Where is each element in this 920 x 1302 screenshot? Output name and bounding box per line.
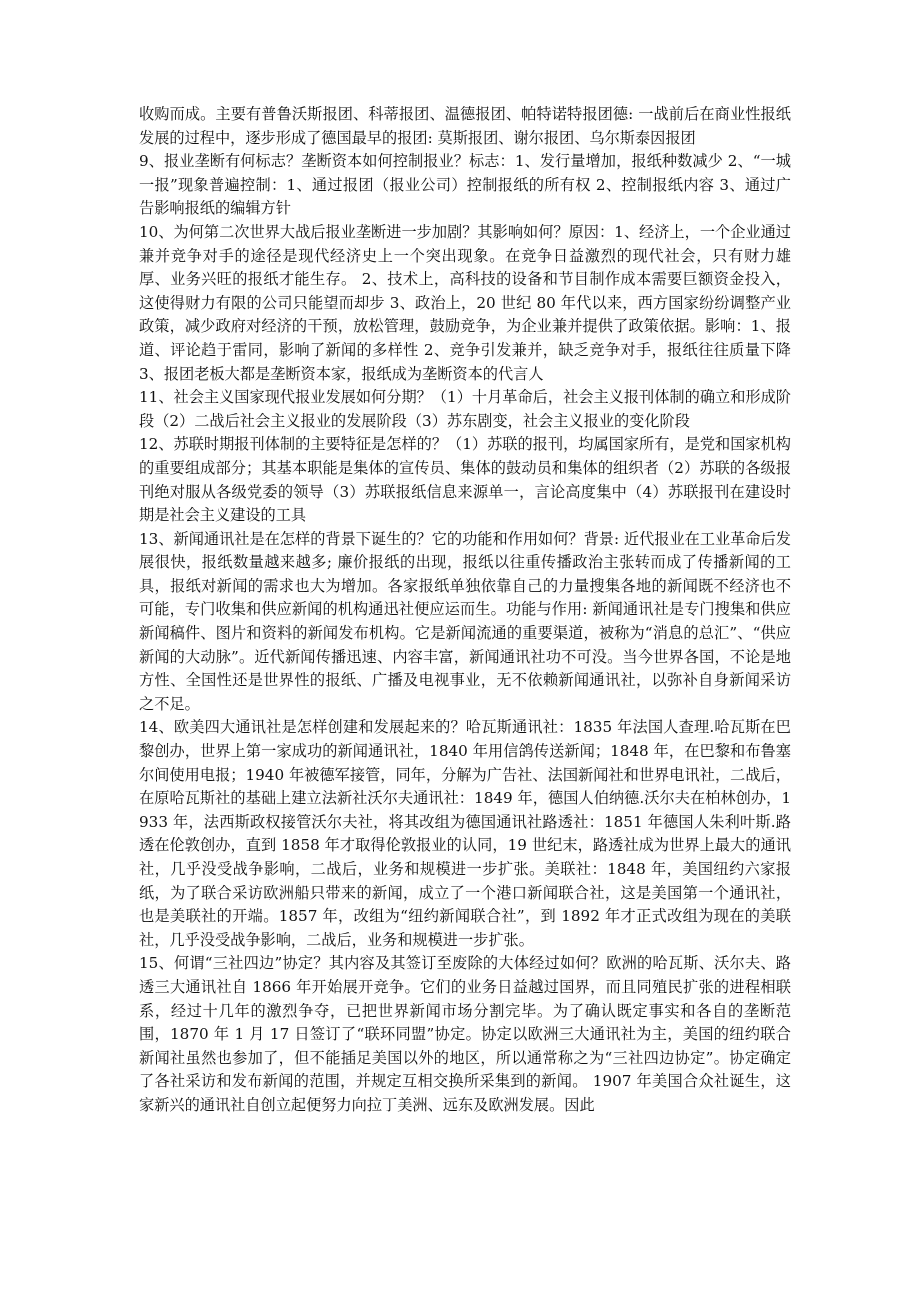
paragraph-q11: 11、社会主义国家现代报业发展如何分期？（1）十月革命后，社会主义报刊体制的确立和形成阶段（2）二战后社会主义报业的发展阶段（3）苏东剧变，社会主义报业的变化阶段 — [139, 388, 791, 430]
paragraph-q13: 13、新闻通讯社是在怎样的背景下诞生的？它的功能和作用如何？背景: 近代报业在工业革命后发展很快，报纸数量越来越多; 廉价报纸的出现，报纸以往重传播政治主张转而成了传播新闻的工具，报纸对新闻的需求也大为增加。各家报纸单独依靠自己的力量搜集各地的新闻既不经济也不可能，专门收集和供应新闻的机构通迅社便应运而生。功能与作用: 新闻通讯社是专门搜集和供应新闻稿件、图片和资料的新闻发布机构。它是新闻流通的重要渠道，被称为“消息的总汇”、“供应新闻的大动脉”。近代新闻传播迅速、内容丰富，新闻通讯社功不可没。当今世界各国，不论是地方性、全国性还是世界性的报纸、广播及电视事业，无不依赖新闻通讯社，以弥补自身新闻采访之不足。 — [139, 529, 791, 713]
paragraph-q14: 14、欧美四大通讯社是怎样创建和发展起来的？哈瓦斯通讯社：1835 年法国人查理.哈瓦斯在巴黎创办，世界上第一家成功的新闻通讯社，1840 年用信鸽传送新闻；1848 年，在巴黎和布鲁塞尔间使用电报；1940 年被德军接管，同年，分解为广告社、法国新闻社和世界电讯社，二战后，在原哈瓦斯社的基础上建立法新社沃尔夫通讯社：1849 年，德国人伯纳德.沃尔夫在柏林创办，1933 年，法西斯政权接管沃尔夫社，将其改组为德国通讯社路透社：1851 年德国人朱利叶斯.路透在伦敦创办，直到 1858 年才取得伦敦报业的认同，19 世纪末，路透社成为世界上最大的通讯社，几乎没受战争影响，二战后，业务和规模进一步扩张。美联社：1848 年，美国纽约六家报纸，为了联合采访欧洲船只带来的新闻，成立了一个港口新闻联合社，这是美国第一个通讯社，也是美联社的开端。1857 年，改组为“纽约新闻联合社”，到 1892 年才正式改组为现在的美联社，几乎没受战争影响，二战后，业务和规模进一步扩张。 — [139, 718, 791, 949]
paragraph-q10: 10、为何第二次世界大战后报业垄断进一步加剧？其影响如何？原因：1、经济上，一个企业通过兼并竞争对手的途径是现代经济史上一个突出现象。在竞争日益激烈的现代社会，只有财力雄厚、业务兴旺的报纸才能生存。 2、技术上，高科技的设备和节目制作成本需要巨额资金投入，这使得财力有限的公司只能望而却步 3、政治上，20 世纪 80 年代以来，西方国家纷纷调整产业政策，减少政府对经济的干预，放松管理，鼓励竞争，为企业兼并提供了政策依据。影响：1、报道、评论趋于雷同，影响了新闻的多样性 2、竞争引发兼并，缺乏竞争对手，报纸往往质量下降 3、报团老板大都是垄断资本家，报纸成为垄断资本的代言人 — [139, 222, 791, 383]
paragraph-q12: 12、苏联时期报刊体制的主要特征是怎样的？（1）苏联的报刊，均属国家所有，是党和国家机构的重要组成部分；其基本职能是集体的宣传员、集体的鼓动员和集体的组织者（2）苏联的各级报刊绝对服从各级党委的领导（3）苏联报纸信息来源单一，言论高度集中（4）苏联报刊在建设时期是社会主义建设的工具 — [139, 435, 791, 525]
paragraph-q15: 15、何谓“三社四边”协定？其内容及其签订至废除的大体经过如何？欧洲的哈瓦斯、沃尔夫、路透三大通讯社自 1866 年开始展开竞争。它们的业务日益越过国界，而且同殖民扩张的进程相联系，经过十几年的激烈争夺，已把世界新闻市场分割完毕。为了确认既定事实和各自的垄断范围，1870 年 1 月 17 日签订了“联环同盟”协定。协定以欧洲三大通讯社为主，美国的纽约联合新闻社虽然也参加了，但不能插足美国以外的地区，所以通常称之为“三社四边协定”。协定确定了各社采访和发布新闻的范围，并规定互相交换所采集到的新闻。 1907 年美国合众社诞生，这家新兴的通讯社自创立起便努力向拉丁美洲、远东及欧洲发展。因此 — [139, 954, 791, 1114]
paragraph-intro: 收购而成。主要有普鲁沃斯报团、科蒂报团、温德报团、帕特诺特报团德: 一战前后在商业性报纸发展的过程中，逐步形成了德国最早的报团: 莫斯报团、谢尔报团、乌尔斯泰因报团 — [139, 105, 791, 147]
document-body — [139, 103, 791, 1118]
paragraph-q9: 9、报业垄断有何标志？垄断资本如何控制报业？标志：1、发行量增加，报纸种数减少 2、“一城一报”现象普遍控制：1、通过报团（报业公司）控制报纸的所有权 2、控制报纸内容 3、通过广告影响报纸的编辑方针 — [139, 152, 791, 218]
